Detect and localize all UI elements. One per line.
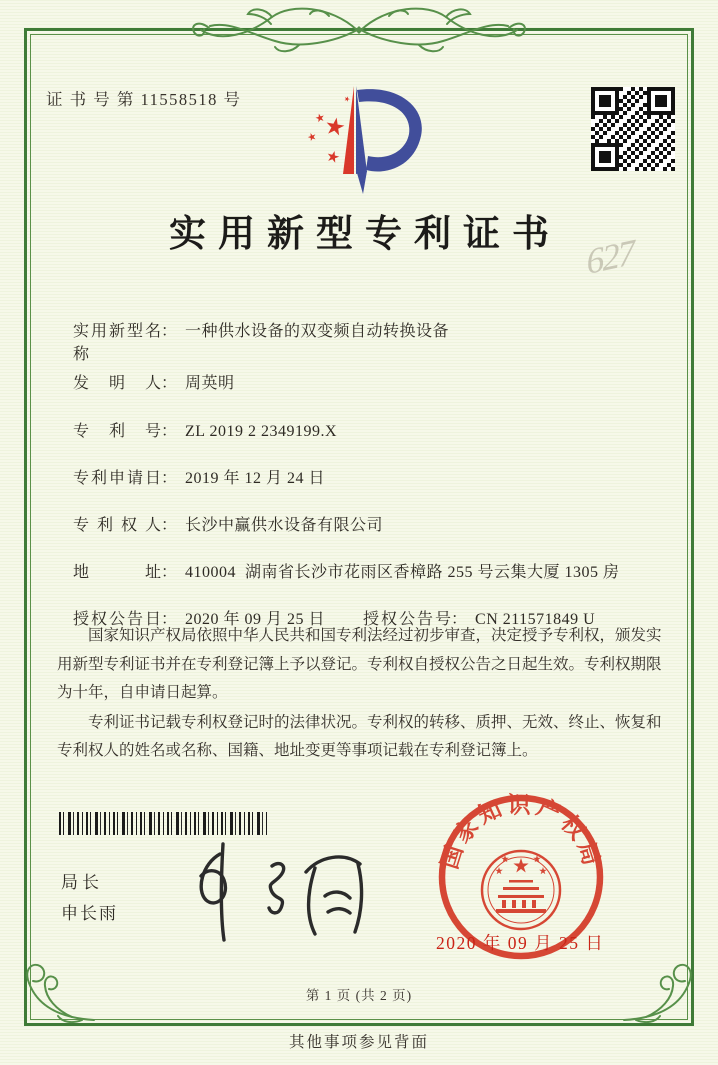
- national-emblem-icon: [482, 851, 560, 929]
- qr-code: [591, 87, 675, 171]
- cnipa-patent-logo-icon: [287, 84, 437, 196]
- field-inventor: 发明人： 周英明: [57, 352, 663, 411]
- field-value: 周英明: [185, 375, 235, 392]
- field-value: 2019 年 12 月 24 日: [185, 470, 326, 487]
- field-label: 地址: [73, 564, 161, 581]
- top-flourish-ornament: [179, 1, 539, 57]
- corner-flourish-icon: [622, 960, 706, 1024]
- legal-text-block: [57, 622, 665, 767]
- field-value: 410004 湖南省长沙市花雨区香樟路 255 号云集大厦 1305 房: [185, 564, 620, 581]
- handwritten-note: 627: [585, 231, 635, 283]
- field-label: 专利申请日: [73, 470, 161, 487]
- field-value: 一种供水设备的双变频自动转换设备: [185, 323, 450, 340]
- field-value: 长沙中赢供水设备有限公司: [185, 517, 384, 534]
- field-utility-model-name: 实用新型名称： 一种供水设备的双变频自动转换设备: [57, 300, 663, 382]
- field-label: 发明人: [73, 375, 161, 392]
- field-label: 专利权人: [73, 517, 161, 534]
- director-title-label: 局长: [61, 873, 103, 892]
- footer-note: 其他事项参见背面: [288, 1034, 429, 1051]
- field-value: CN 211571849 U: [475, 611, 596, 628]
- field-label: 授权公告号: [363, 611, 452, 628]
- field-label: 实用新型名称: [73, 323, 161, 363]
- certificate-number: 证 书 号 第 11558518 号: [46, 90, 242, 109]
- director-name-label: 申长雨: [61, 904, 118, 923]
- field-grant-date: 授权公告日： 2020 年 09 月 25 日: [73, 611, 325, 628]
- certificate-title: 实用新型专利证书: [169, 214, 561, 255]
- director-signature: [168, 838, 383, 956]
- field-address: 地址： 410004 湖南省长沙市花雨区香樟路 255 号云集大厦 1305 房: [57, 541, 663, 600]
- field-label: 专利号: [73, 423, 161, 440]
- field-value: 2020 年 09 月 25 日: [185, 611, 326, 628]
- barcode-image: [59, 812, 267, 835]
- field-patentee: 专利权人： 长沙中赢供水设备有限公司: [57, 494, 663, 553]
- field-label: 授权公告日: [73, 611, 161, 628]
- legal-paragraph-1: 国家知识产权局依照中华人民共和国专利法经过初步审查，决定授予专利权，颁发实用新型专利证书并在专利登记簿上予以登记。专利权自授权公告之日起生效。专利权期限为十年，自申请日起算。: [57, 627, 662, 701]
- field-filing-date: 专利申请日： 2019 年 12 月 24 日: [57, 447, 663, 506]
- seal-text: 国家知识产权局: [436, 792, 606, 872]
- page-number: 第 1 页 (共 2 页): [305, 988, 413, 1003]
- field-value: ZL 2019 2 2349199.X: [185, 423, 338, 440]
- legal-paragraph-2: 专利证书记载专利权登记时的法律状况。专利权的转移、质押、无效、终止、恢复和专利权人的姓名或名称、国籍、地址变更等事项记载在专利登记簿上。: [57, 713, 662, 759]
- field-patent-number: 专利号： ZL 2019 2 2349199.X: [57, 400, 663, 459]
- field-grant-number: 授权公告号： CN 211571849 U: [363, 606, 595, 629]
- corner-flourish-icon: [12, 960, 96, 1024]
- seal-date: 2020 年 09 月 25 日: [436, 933, 605, 953]
